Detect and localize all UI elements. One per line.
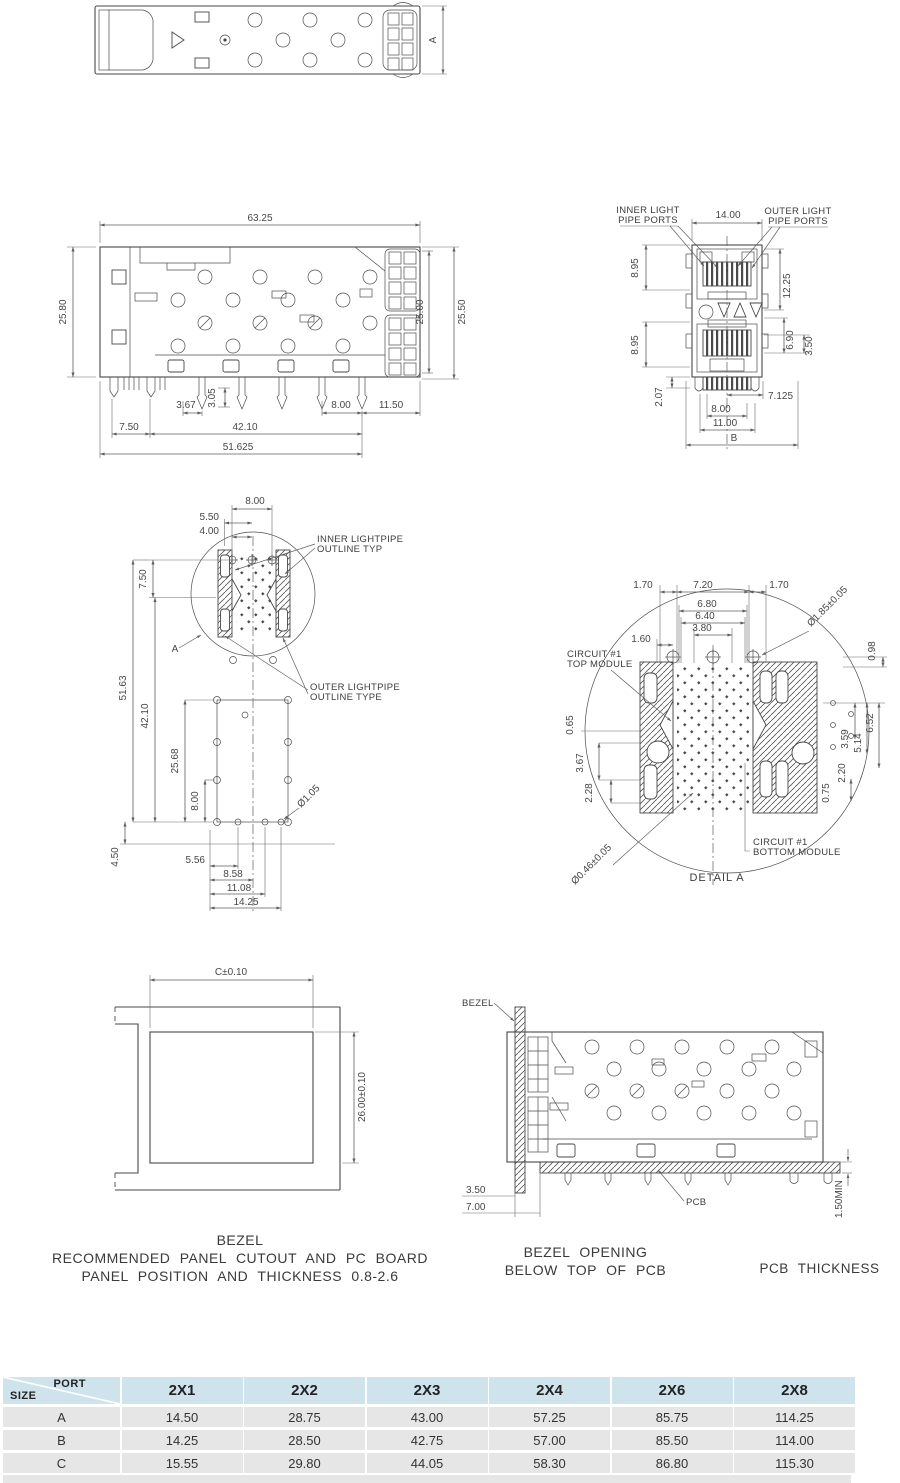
dim-cutout-h: 26.00±0.10 [357, 1072, 368, 1122]
cell-b-2x8: 114.00 [734, 1430, 855, 1450]
front-view-drawing [600, 196, 900, 466]
dim-det-d1: Ø1.85±0.05 [805, 584, 851, 630]
dim-pcb-b3: 11.08 [226, 883, 252, 894]
inner-lightpipe-label: INNER LIGHT [616, 205, 680, 216]
cell-a-2x3: 43.00 [367, 1407, 488, 1427]
col-header-2x6: 2X6 [612, 1377, 733, 1404]
table-corner-cell [3, 1377, 120, 1404]
cell-a-2x6: 85.75 [612, 1407, 733, 1427]
dim-front-v4: 2.07 [654, 387, 665, 407]
detail-a-geometry [585, 589, 869, 885]
cell-a-2x4: 57.25 [489, 1407, 610, 1427]
dim-front-b1: 7.125 [768, 391, 794, 402]
dim-b5: 7.50 [119, 422, 139, 433]
dim-b6: 42.10 [232, 422, 258, 433]
table-partial-row [3, 1475, 851, 1483]
col-header-2x2: 2X2 [244, 1377, 365, 1404]
dim-b1: 3.67 [176, 400, 196, 411]
svg-text:TOP MODULE: TOP MODULE [567, 659, 633, 670]
cell-b-2x1: 14.25 [122, 1430, 243, 1450]
dim-det-l3: 2.28 [584, 783, 595, 803]
outer-lightpipe-label: OUTER LIGHT [764, 206, 832, 217]
caption-middle-line2: BELOW TOP OF PCB [504, 1262, 667, 1278]
dim-det-r1: 0.98 [867, 641, 878, 661]
pcb-layout-drawing [105, 478, 440, 923]
cell-b-2x2: 28.50 [244, 1430, 365, 1450]
dim-front-h1: 8.95 [630, 258, 641, 278]
dim-pcb-v5: 8.00 [190, 791, 201, 811]
circuit-top-label: CIRCUIT #1 [567, 649, 622, 660]
dim-height-left: 25.80 [58, 299, 69, 325]
dim-pcb-b1: 5.56 [185, 855, 205, 866]
cell-b-2x6: 85.50 [612, 1430, 733, 1450]
row-label-b: B [3, 1430, 120, 1450]
dim-a: A [428, 36, 439, 44]
circuit-bottom-label: CIRCUIT #1 [753, 837, 808, 848]
caption-left-line3: PANEL POSITION AND THICKNESS 0.8-2.6 [81, 1268, 399, 1284]
dim-pcb-b4: 14.25 [233, 897, 259, 908]
bezel-cutout-drawing [85, 956, 450, 1231]
cell-c-2x6: 86.80 [612, 1453, 733, 1473]
col-header-2x8: 2X8 [734, 1377, 855, 1404]
bezel-cutout-dimensions [150, 967, 368, 1163]
dim-bz-3: 1.50MIN [834, 1180, 845, 1218]
inner-lightpipe-outline-label: INNER LIGHTPIPE [317, 534, 404, 545]
dim-det-t7: 1.60 [631, 634, 651, 645]
dim-front-v2: 6.90 [785, 330, 796, 350]
bezel-cutout-geometry [115, 1007, 340, 1190]
cell-b-2x4: 57.00 [489, 1430, 610, 1450]
caption-left [30, 1231, 450, 1285]
detail-a-title: DETAIL A [689, 872, 745, 884]
dim-det-r5: 2.20 [837, 763, 848, 783]
col-header-2x1: 2X1 [122, 1377, 243, 1404]
svg-text:PIPE PORTS: PIPE PORTS [618, 215, 678, 226]
detail-a-marker: A [171, 644, 179, 655]
cell-c-2x8: 115.30 [734, 1453, 855, 1473]
svg-text:PIPE PORTS: PIPE PORTS [768, 216, 828, 227]
side-view-pins [110, 377, 367, 409]
dim-det-r2: 6.52 [865, 713, 876, 733]
top-view-cage [95, 3, 420, 78]
dim-det-t5: 6.40 [695, 611, 715, 622]
cell-c-2x2: 29.80 [244, 1453, 365, 1473]
dim-pcb-b2: 8.58 [223, 869, 243, 880]
dim-det-t4: 6.80 [697, 599, 717, 610]
col-header-2x3: 2X3 [367, 1377, 488, 1404]
dim-front-b3: 11.00 [712, 418, 738, 429]
bezel-label: BEZEL [462, 998, 494, 1009]
dim-front-b2: 8.00 [711, 404, 731, 415]
dim-det-t1: 1.70 [633, 580, 653, 591]
cell-a-2x2: 28.75 [244, 1407, 365, 1427]
dim-det-d2: Ø0.46±0.05 [569, 842, 615, 888]
dim-det-t6: 3.80 [692, 623, 712, 634]
top-view-dim-a [422, 6, 447, 74]
caption-middle [478, 1243, 693, 1279]
cell-c-2x1: 15.55 [122, 1453, 243, 1473]
dim-pcb-v6: 4.50 [110, 847, 121, 867]
pcb-holes [214, 657, 292, 826]
col-header-2x4: 2X4 [489, 1377, 610, 1404]
top-view-drawing [55, 0, 455, 90]
size-header-label: SIZE [10, 1390, 37, 1402]
caption-right-line1: PCB THICKNESS [759, 1261, 880, 1276]
front-view-dimensions [630, 210, 815, 449]
cell-b-2x3: 42.75 [367, 1430, 488, 1450]
dim-pcb-v4: 25.68 [170, 748, 181, 774]
side-view-drawing [55, 205, 475, 467]
cell-a-2x1: 14.50 [122, 1407, 243, 1427]
dim-b7: 51.625 [222, 442, 254, 453]
bezel-side-pins [565, 1173, 832, 1185]
pcb-label: PCB [686, 1197, 707, 1208]
bezel-side-geometry [507, 1007, 840, 1193]
cell-c-2x4: 58.30 [489, 1453, 610, 1473]
dim-b2: 3.05 [207, 388, 218, 408]
caption-left-line2: RECOMMENDED PANEL CUTOUT AND PC BOARD [52, 1250, 428, 1266]
dim-front-b4: B [730, 433, 738, 444]
port-header-label: PORT [53, 1378, 86, 1390]
svg-text:OUTLINE TYP: OUTLINE TYP [317, 544, 383, 555]
dim-det-r4: 3.59 [840, 729, 851, 749]
dim-pcb-v1: 7.50 [138, 569, 149, 589]
dim-front-h2: 8.95 [630, 335, 641, 355]
dim-front-v1: 12.25 [782, 273, 793, 299]
dim-det-l2: 3.67 [575, 753, 586, 773]
dim-det-r3: 5.14 [853, 733, 864, 753]
dim-pcb-t3: 4.00 [199, 526, 219, 537]
dim-front-w: 14.00 [715, 210, 741, 221]
dim-pcb-t2: 5.50 [199, 512, 219, 523]
pcb-geometry [120, 532, 335, 914]
dim-bz-2: 7.00 [466, 1202, 486, 1213]
dim-pcb-v2: 51.63 [118, 675, 129, 701]
outer-lightpipe-outline-label: OUTER LIGHTPIPE [310, 682, 401, 693]
dim-det-l1: 0.65 [565, 715, 576, 735]
bezel-opening-drawing [452, 981, 900, 1226]
caption-left-line1: BEZEL [216, 1232, 264, 1248]
svg-text:OUTLINE TYPE: OUTLINE TYPE [310, 692, 383, 703]
caption-middle-line1: BEZEL OPENING [523, 1244, 648, 1260]
caption-right [742, 1260, 897, 1278]
row-label-a: A [3, 1407, 120, 1427]
dim-height-right1: 25.00 [415, 299, 426, 325]
dim-pcb-t1: 8.00 [245, 496, 265, 507]
dim-front-v3: 3.50 [804, 336, 815, 356]
size-table [3, 1377, 851, 1473]
dim-det-t3: 1.70 [769, 580, 789, 591]
detail-a-drawing [555, 553, 900, 898]
svg-text:BOTTOM MODULE: BOTTOM MODULE [753, 847, 841, 858]
dim-det-t2: 7.20 [693, 580, 713, 591]
dim-width: 63.25 [247, 213, 273, 224]
dim-b3: 8.00 [331, 400, 351, 411]
dim-b4: 11.50 [378, 400, 404, 411]
cell-c-2x3: 44.05 [367, 1453, 488, 1473]
dim-pcb-hole: Ø1.05 [295, 783, 323, 811]
row-label-c: C [3, 1453, 120, 1473]
side-view-cage [100, 247, 420, 377]
dim-det-r6: 0.75 [821, 783, 832, 803]
dim-pcb-v3: 42.10 [140, 703, 151, 729]
dim-bz-1: 3.50 [466, 1185, 486, 1196]
dim-cutout-w: C±0.10 [214, 967, 248, 978]
dim-height-right2: 25.50 [457, 299, 468, 325]
cell-a-2x8: 114.25 [734, 1407, 855, 1427]
